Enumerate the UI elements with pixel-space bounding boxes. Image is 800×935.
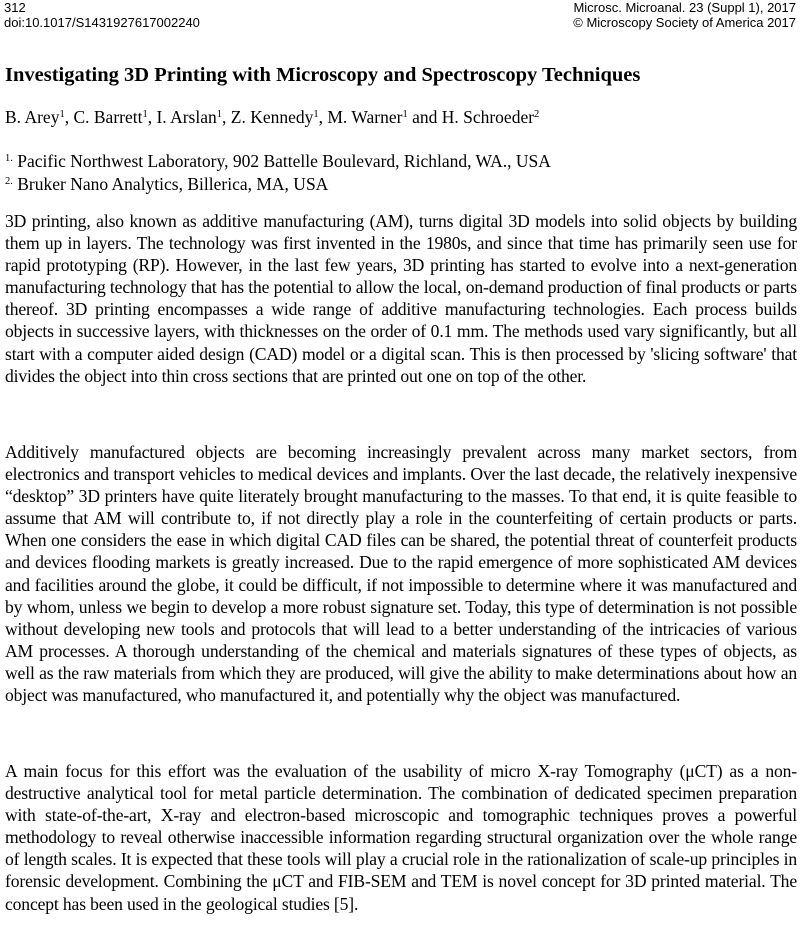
- author: C. Barrett$^1$,: [73, 107, 157, 127]
- paper-title: Investigating 3D Printing with Microscopy and Spectroscopy Techniques: [5, 64, 641, 86]
- author: B. Arey$^1$,: [5, 107, 74, 127]
- author: H. Schroeder$^2$: [441, 107, 540, 127]
- affiliation: [5, 173, 795, 195]
- body-paragraph: A main focus for this effort was the evaluation of the usability of micro X-ray Tomography (μCT) as a non-destructive analytical tool for metal particle determination. The combination of dedicated specimen preparation with state-of-the-art, X-ray and electron-based microscopic and tomographic techniques proves a powerful methodology to reveal otherwise inaccessible information regarding structural organization over the whole range of length scales. It is expected that these tools will play a crucial role in the rationalization of scale-up principles in forensic development. Combining the μCT and FIB-SEM and TEM is novel concept for 3D printed material. The concept has been used in the geological studies [5].: [5, 761, 797, 914]
- author-list: [5, 106, 795, 128]
- affiliation-text: Pacific Northwest Laboratory, 902 Battelle Boulevard, Richland, WA., USA: [17, 151, 551, 171]
- affiliation-marker: 2.: [5, 176, 13, 188]
- copyright: © Microscopy Society of America 2017: [573, 15, 796, 30]
- header-row-2: [4, 15, 796, 30]
- body-paragraph: Additively manufactured objects are becoming increasingly prevalent across many market sectors, from electronics and transport vehicles to medical devices and implants. Over the last decade, the relatively inexpensive “desktop” 3D printers have quite literately brought manufacturing to the masses. To that end, it is quite feasible to assume that AM will contribute to, if not directly play a role in the counterfeiting of certain products or parts. When one considers the ease in which digital CAD files can be shared, the potential threat of counterfeit products and devices flooding markets is greatly increased. Due to the rapid emergence of more sophisticated AM devices and facilities around the globe, it could be difficult, if not impossible to determine where it was manufactured and by whom, unless we begin to develop a more robust signature set. Today, this type of determination is not possible without developing new tools and protocols that will lead to a better understanding of the intricacies of various AM processes. A thorough understanding of the chemical and materials signatures of these types of objects, as well as the raw materials from which they are produced, will give the ability to make determinations about how an object was manufactured, who manufactured it, and potentially why the object was manufactured.: [5, 442, 797, 706]
- doi: doi:10.1017/S1431927617002240: [4, 15, 200, 30]
- page-header: [4, 0, 796, 30]
- author: I. Arslan$^1$,: [156, 107, 231, 127]
- journal-citation: Microsc. Microanal. 23 (Suppl 1), 2017: [573, 0, 796, 15]
- body-paragraph: 3D printing, also known as additive manufacturing (AM), turns digital 3D models into solid objects by building them up in layers. The technology was first invented in the 1980s, and since that time has primarily seen use for rapid prototyping (RP). However, in the last few years, 3D printing has started to evolve into a next-generation manufacturing technology that has the potential to allow the local, on-demand production of final products or parts thereof. 3D printing encompasses a wide range of additive manufacturing technologies. Each process builds objects in successive layers, with thicknesses on the order of 0.1 mm. The methods used vary significantly, but all start with a computer aided design (CAD) model or a digital scan. This is then processed by 'slicing software' that divides the object into thin cross sections that are printed out one on top of the other.: [5, 211, 797, 386]
- header-row-1: [4, 0, 796, 15]
- page-number: 312: [4, 0, 26, 15]
- author: M. Warner$^1$ and: [327, 107, 442, 127]
- affiliation-marker: 1.: [5, 153, 13, 165]
- author: Z. Kennedy$^1$,: [230, 107, 328, 127]
- affiliation: [5, 150, 795, 172]
- affiliation-text: Bruker Nano Analytics, Billerica, MA, USA: [17, 174, 329, 194]
